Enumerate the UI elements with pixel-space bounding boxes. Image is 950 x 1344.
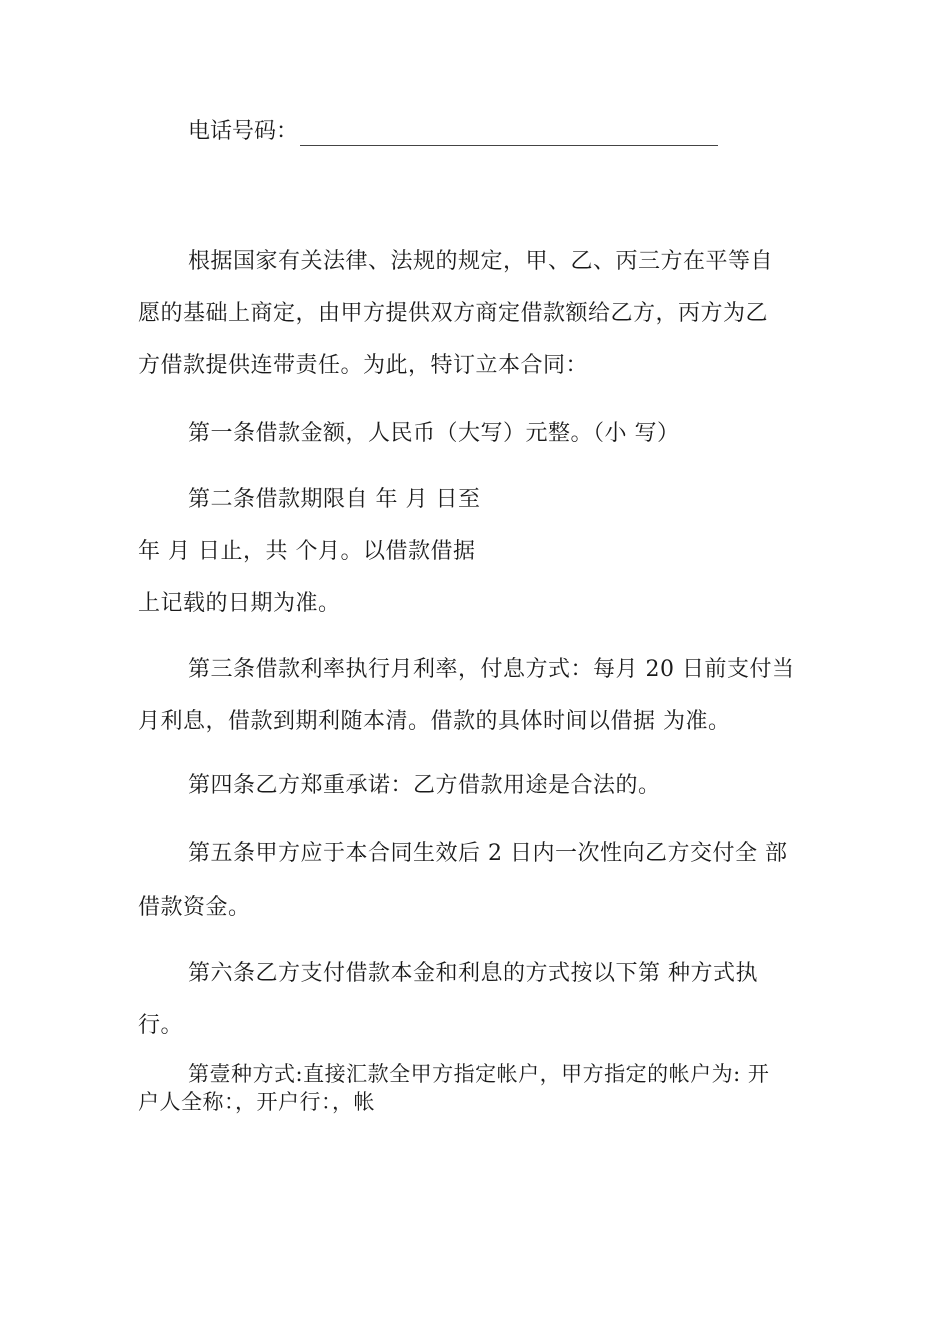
text-line: 户人全称：，开户行：，帐 (138, 1090, 375, 1114)
text-line: 愿的基础上商定，由甲方提供双方商定借款额给乙方，丙方为乙 (138, 301, 769, 326)
text-line: 借款资金。 (138, 895, 251, 920)
text-line: 第六条乙方支付借款本金和利息的方式按以下第 种方式执 (188, 961, 758, 986)
text-line: 第四条乙方郑重承诺：乙方借款用途是合法的。 (188, 773, 661, 798)
phone-label: 电话号码： (188, 119, 299, 144)
text-line: 月利息，借款到期利随本清。借款的具体时间以借据 为准。 (138, 709, 731, 734)
text-line: 上记载的日期为准。 (138, 591, 341, 616)
phone-blank-line (300, 123, 718, 146)
text-line: 行。 (138, 1013, 184, 1038)
text-line: 第壹种方式:直接汇款全甲方指定帐户，甲方指定的帐户为: 开 (188, 1062, 770, 1086)
text-line: 根据国家有关法律、法规的规定，甲、乙、丙三方在平等自 (188, 249, 774, 274)
text-line: 第三条借款利率执行月利率，付息方式：每月 20 日前支付当 (188, 657, 795, 682)
phone-row (188, 118, 718, 146)
text-line: 年 月 日止，共 个月。以借款借据 (138, 539, 476, 564)
text-line: 第一条借款金额，人民币（大写）元整。（小 写） (188, 421, 680, 446)
text-line: 第二条借款期限自 年 月 日至 (188, 487, 481, 512)
text-line: 第五条甲方应于本合同生效后 2 日内一次性向乙方交付全 部 (188, 841, 788, 866)
text-line: 方借款提供连带责任。为此，特订立本合同： (138, 353, 589, 378)
